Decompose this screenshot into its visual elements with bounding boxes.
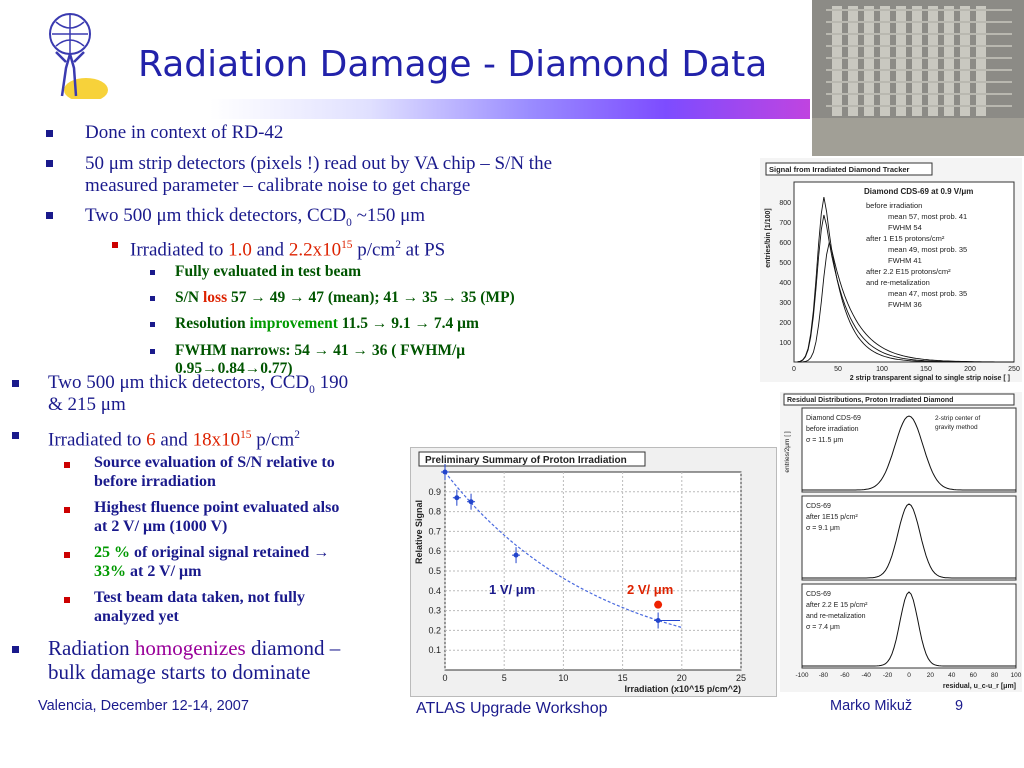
x-tick-label: -20 [882, 672, 893, 679]
legend-2v: 2 V/ μm [627, 582, 674, 597]
signal-retained-line1 [94, 543, 329, 562]
legend-1v: 1 V/ μm [489, 582, 536, 597]
fluence-1: 1.0 [228, 239, 252, 261]
footer-author: Marko Mikuž [830, 698, 913, 714]
fluence-2-exp: 15 [341, 239, 353, 251]
x-tick-label: 60 [969, 672, 977, 679]
chart-title: Preliminary Summary of Proton Irradiation [425, 455, 627, 466]
proton-summary-chart [410, 447, 777, 697]
signal-retained-line2 [94, 562, 201, 581]
text-pre: S/N [175, 289, 203, 306]
loss-label: loss [203, 289, 228, 306]
bullet-marker [12, 380, 19, 387]
bullet-marker [150, 322, 155, 327]
y-tick-label: 0.9 [428, 486, 441, 497]
resolution-improvement [175, 314, 479, 334]
footer-page-number: 9 [955, 698, 964, 714]
data-point [514, 553, 519, 558]
y-tick-label: 400 [779, 280, 791, 287]
x-tick-label: 250 [1008, 366, 1020, 373]
fluence-2: 2.2x10 [288, 239, 342, 261]
x-tick-label: 80 [990, 672, 999, 679]
bullet-strip-line2: measured parameter – calibrate noise to get charge [85, 175, 471, 196]
highest-fluence-line1: Highest fluence point evaluated also [94, 499, 340, 516]
bullet-marker [150, 296, 155, 301]
atlas-logo-icon [40, 6, 110, 102]
y-tick-label: 200 [779, 320, 791, 327]
text-post: at PS [400, 239, 446, 261]
x-tick-label: 150 [920, 366, 932, 373]
bullet-marker [112, 242, 118, 248]
unit-exp: 2 [294, 429, 300, 441]
y-axis-label: entries/2μm [ ] [784, 431, 791, 473]
text-post: diamond – [245, 636, 341, 660]
panel-label: σ = 9.1 μm [806, 525, 840, 532]
fluence-4-exp: 15 [240, 429, 252, 441]
test-beam-line1: Test beam data taken, not fully [94, 589, 305, 606]
text-mid: and [155, 429, 193, 451]
text-pre: Two 500 μm thick detectors, CCD [85, 205, 347, 226]
y-axis-label: Relative Signal [414, 499, 424, 565]
annotation: mean 47, most prob. 35 [888, 289, 968, 298]
annotation: mean 57, most prob. 41 [888, 212, 968, 221]
y-tick-label: 600 [779, 240, 791, 247]
x-tick-label: 0 [442, 673, 448, 683]
sn-loss [175, 288, 515, 308]
y-tick-label: 0.3 [428, 605, 441, 616]
panel-label: after 1E15 p/cm² [806, 514, 858, 521]
data-point [443, 470, 448, 475]
annotation: mean 49, most prob. 35 [888, 245, 968, 254]
text-post: 57 → 49 → 47 (mean); 41 → 35 → 35 (MP) [227, 289, 515, 306]
panel-note: 2-strip center of [935, 415, 981, 422]
y-tick-label: 0.8 [428, 506, 441, 517]
x-axis-label: 2 strip transparent signal to single strip noise [ ] [849, 375, 1010, 382]
irradiated-line-2 [48, 424, 300, 451]
percent-25: 25 % [94, 544, 130, 561]
bullet-rd42: Done in context of RD-42 [85, 122, 284, 143]
panel-label: after 2.2 E 15 p/cm² [806, 602, 868, 609]
improvement-label: improvement [249, 315, 338, 332]
unit: p/cm [251, 429, 295, 451]
data-point [454, 495, 459, 500]
footer-workshop: ATLAS Upgrade Workshop [416, 700, 608, 717]
test-beam-line2: analyzed yet [94, 608, 179, 625]
bullet-marker [64, 597, 70, 603]
y-tick-label: 0.2 [428, 625, 441, 636]
panel-label: Diamond CDS-69 [806, 415, 861, 422]
data-point-2v [654, 601, 662, 609]
highest-fluence-line2: at 2 V/ μm (1000 V) [94, 518, 228, 535]
x-tick-label: 100 [876, 366, 888, 373]
bullet-marker [46, 160, 53, 167]
x-tick-label: 25 [735, 673, 747, 683]
bullet-marker [46, 130, 53, 137]
x-tick-label: -80 [818, 672, 829, 679]
fluence-4: 18x10 [192, 429, 241, 451]
residual-distribution-chart [780, 392, 1022, 692]
y-axis-label: entries/bin [1/100] [765, 208, 772, 268]
y-tick-label: 0.4 [428, 585, 441, 596]
panel-note: gravity method [935, 424, 978, 431]
text-post: 11.5 → 9.1 → 7.4 μm [337, 315, 479, 332]
fwhm-line2: 0.95→0.84→0.77) [175, 360, 293, 377]
text-pre: Irradiated to [48, 429, 147, 451]
bullet-marker [150, 270, 155, 275]
text-pre: Radiation [48, 636, 135, 660]
y-tick-label: 0.6 [428, 546, 441, 557]
annotation: and re-metalization [866, 278, 930, 287]
text-sub: 0 [346, 216, 352, 229]
x-tick-label: 200 [964, 366, 976, 373]
x-tick-label: 20 [676, 673, 687, 683]
annotation: FWHM 41 [888, 256, 922, 265]
bullet-marker [12, 432, 19, 439]
strip-detector-photo [812, 0, 1024, 156]
text-mid: and [251, 239, 289, 261]
text-pre: Resolution [175, 315, 250, 332]
bullet-marker [46, 212, 53, 219]
x-tick-label: -40 [861, 672, 871, 679]
annotation: FWHM 54 [888, 223, 922, 232]
panel-label: σ = 7.4 μm [806, 624, 840, 631]
text-pre: Irradiated to [130, 239, 229, 261]
panel-label: σ = 11.5 μm [806, 437, 844, 444]
panel-label: CDS-69 [806, 591, 831, 598]
bullet-marker [12, 646, 19, 653]
homogenizes-line1 [48, 636, 340, 660]
x-tick-label: 50 [834, 366, 842, 373]
bullet-marker [64, 507, 70, 513]
footer-location: Valencia, December 12-14, 2007 [38, 698, 249, 714]
legend-title: Diamond CDS-69 at 0.9 V/μm [864, 187, 974, 196]
y-tick-label: 0.7 [428, 526, 441, 537]
homogenizes-label: homogenizes [134, 636, 246, 660]
annotation: FWHM 36 [888, 300, 922, 309]
text-post: at 2 V/ μm [126, 563, 202, 580]
bullet-strip-line1: 50 μm strip detectors (pixels !) read out by VA chip – S/N the [85, 153, 553, 174]
panel-label: before irradiation [806, 426, 859, 433]
x-axis-label: Irradiation (x10^15 p/cm^2) [624, 684, 741, 694]
fully-evaluated: Fully evaluated in test beam [175, 263, 361, 280]
x-tick-label: 40 [948, 672, 956, 679]
text-sub: 0 [309, 383, 315, 396]
y-tick-label: 700 [779, 220, 791, 227]
annotation: before irradiation [866, 201, 923, 210]
bullet-marker [150, 349, 155, 354]
x-tick-label: 10 [558, 673, 569, 683]
bullet-two-detectors-2-line2: & 215 μm [48, 394, 126, 415]
y-tick-label: 0.5 [428, 566, 441, 576]
x-tick-label: -60 [840, 672, 850, 679]
y-tick-label: 100 [779, 340, 791, 347]
y-tick-label: 500 [779, 260, 791, 267]
text-mid: of original signal retained → [130, 544, 330, 561]
source-eval-line2: before irradiation [94, 473, 216, 490]
y-tick-label: 300 [779, 300, 791, 307]
text-pre: Two 500 μm thick detectors, CCD [48, 372, 310, 393]
x-axis-label: residual, u_c-u_r [μm] [942, 683, 1016, 690]
bullet-marker [64, 462, 70, 468]
chart-title: Residual Distributions, Proton Irradiated Diamond [787, 397, 954, 404]
annotation: after 2.2 E15 protons/cm² [866, 267, 951, 276]
x-tick-label: 20 [926, 672, 935, 679]
bullet-marker [64, 552, 70, 558]
panel-label: CDS-69 [806, 503, 831, 510]
annotation: after 1 E15 protons/cm² [866, 234, 945, 243]
panel-label: and re-metalization [806, 613, 866, 620]
page-title: Radiation Damage - Diamond Data [138, 44, 768, 85]
data-point [656, 618, 661, 623]
x-tick-label: 100 [1010, 672, 1022, 679]
bullet-two-detectors [85, 205, 425, 234]
y-tick-label: 0.1 [428, 645, 441, 656]
y-tick-label: 800 [779, 200, 791, 207]
fluence-3: 6 [146, 429, 156, 451]
x-tick-label: 15 [617, 673, 628, 683]
x-tick-label: 5 [501, 673, 507, 683]
x-tick-label: 0 [792, 366, 796, 373]
text-post: ~150 μm [351, 205, 426, 226]
x-tick-label: -100 [795, 672, 809, 679]
header-gradient-bar [10, 99, 810, 119]
data-point [469, 499, 474, 504]
irradiated-line-1 [130, 234, 445, 261]
source-eval-line1: Source evaluation of S/N relative to [94, 454, 335, 471]
chart-title: Signal from Irradiated Diamond Tracker [769, 165, 910, 174]
text-post: 190 [314, 372, 349, 393]
homogenizes-line2: bulk damage starts to dominate [48, 660, 311, 684]
x-tick-label: 0 [907, 672, 911, 679]
fwhm-line1: FWHM narrows: 54 → 41 → 36 ( FWHM/μ [175, 342, 466, 359]
unit-exp: 2 [395, 239, 401, 251]
signal-distribution-chart [760, 158, 1022, 382]
percent-33: 33% [94, 563, 126, 580]
unit: p/cm [352, 239, 396, 261]
residual-panel [802, 496, 1016, 580]
